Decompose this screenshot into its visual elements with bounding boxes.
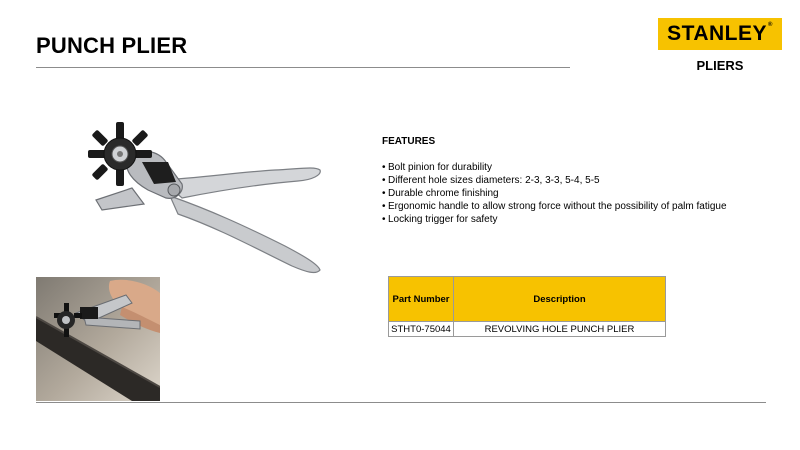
title-divider [36,67,570,68]
feature-text: Durable chrome finishing [388,188,499,199]
cell-description: REVOLVING HOLE PUNCH PLIER [454,322,666,337]
feature-item [382,200,727,213]
column-header-part-number: Part Number [389,277,454,322]
cell-part-number: STHT0-75044 [389,322,454,337]
feature-item [382,174,727,187]
column-header-description: Description [454,277,666,322]
feature-item [382,187,727,200]
bullet-icon: • [382,188,386,199]
bullet-icon: • [382,201,386,212]
feature-text: Different hole sizes diameters: 2-3, 3-3, 5-4, 5-5 [388,175,600,186]
punch-plier-image [70,118,330,278]
feature-text: Ergonomic handle to allow strong force without the possibility of palm fatigue [388,201,727,212]
feature-item [382,213,727,226]
category-label: PLIERS [696,58,744,73]
feature-text: Locking trigger for safety [388,214,498,225]
bullet-icon: • [382,162,386,173]
feature-text: Bolt pinion for durability [388,162,492,173]
parts-table [388,276,666,337]
page-title: PUNCH PLIER [36,33,188,58]
usage-photo [36,277,160,401]
feature-item [382,161,727,174]
logo-text: STANLEY [667,22,768,45]
bullet-icon: • [382,175,386,186]
features-heading: FEATURES [382,136,436,147]
footer-divider [36,402,766,403]
features-list [382,161,727,226]
table-row [389,322,666,337]
stanley-logo [658,18,782,50]
registered-mark: ® [768,22,773,28]
bullet-icon: • [382,214,386,225]
features-section [382,136,727,226]
table-header-row [389,277,666,322]
